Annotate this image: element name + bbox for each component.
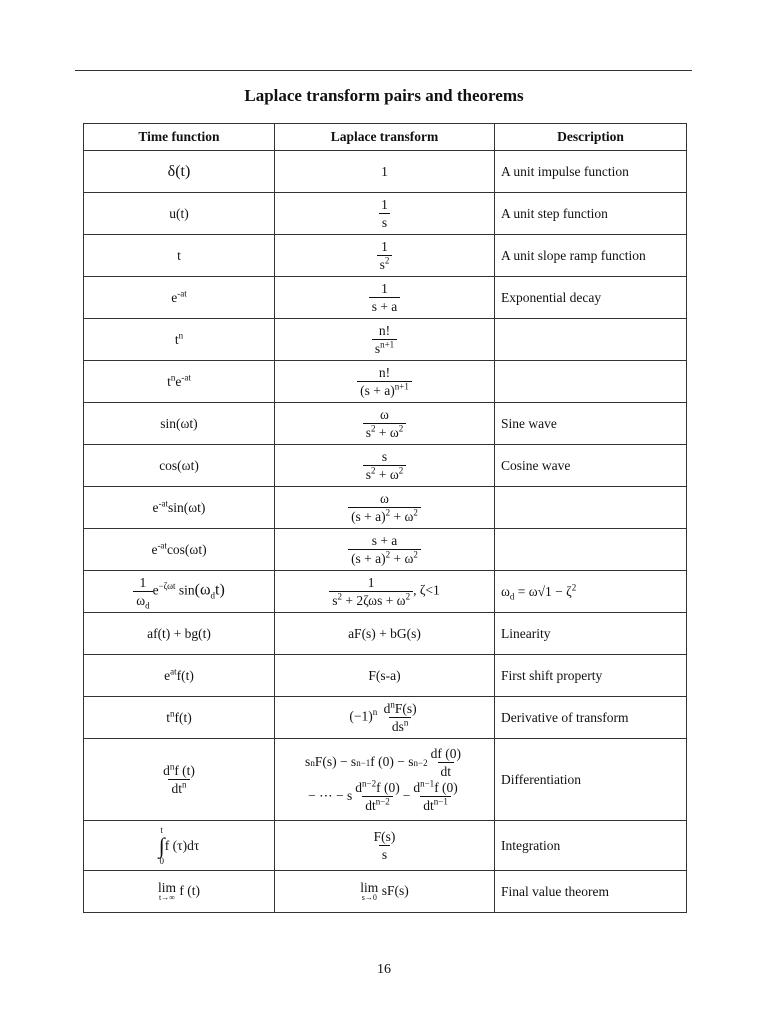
page-number: 16: [377, 962, 391, 977]
description-cell: [495, 487, 687, 529]
description-cell: Integration: [495, 821, 687, 871]
table-row: [84, 151, 687, 193]
table-row: [84, 821, 687, 871]
description-cell: Linearity: [495, 613, 687, 655]
time-cell: $e^{-at}\sin(\omega t)$: [84, 487, 275, 529]
laplace-cell: [275, 403, 495, 445]
fraction: $\frac{F(s)}{s}$: [373, 828, 396, 862]
table-row: [84, 487, 687, 529]
top-rule: [75, 70, 692, 71]
fraction: $\frac{1}{s^2}$: [377, 239, 393, 272]
header-laplace-transform: Laplace transform: [275, 124, 495, 151]
time-cell: $\frac{1}{\omega_d}$ $e^{-\zeta\omega t}$ $\sin(\omega_dt)$: [84, 571, 275, 613]
integral: t ∫ 0 f (τ)dτ: [158, 824, 200, 866]
time-cell: δ(t): [84, 151, 275, 193]
laplace-cell: [275, 361, 495, 403]
time-cell: $t^n$: [84, 319, 275, 361]
table-row: [84, 613, 687, 655]
time-cell: $e^{-at}\cos(\omega t)$: [84, 529, 275, 571]
limit: lim t→∞: [157, 879, 176, 903]
laplace-cell: [275, 235, 495, 277]
fraction: $\frac{\omega}{s^2 + \omega^2}$: [363, 407, 407, 440]
description-cell: [495, 319, 687, 361]
time-cell: cos(ωt): [84, 445, 275, 487]
time-cell: $t^ne^{-at}$: [84, 361, 275, 403]
laplace-cell: $\frac{1}{s^2 + 2\zeta\omega s + \omega^2}$ , ζ<1: [275, 571, 495, 613]
fraction: $\frac{d^nF(s)}{ds^n}$: [383, 699, 417, 734]
time-cell: [84, 739, 275, 821]
laplace-cell: [275, 193, 495, 235]
limit: lim s→0: [360, 879, 379, 903]
laplace-cell: [275, 445, 495, 487]
description-cell: Sine wave: [495, 403, 687, 445]
description-cell: Differentiation: [495, 739, 687, 821]
fraction: $\frac{d^{n-2}f (0)}{dt^{n-2}}$: [355, 778, 400, 813]
table-row: [84, 655, 687, 697]
time-cell: t: [84, 235, 275, 277]
laplace-table: [83, 123, 687, 913]
fraction: $\frac{s}{s^2 + \omega^2}$: [363, 449, 407, 482]
table-row: [84, 871, 687, 913]
description-cell: Derivative of transform: [495, 697, 687, 739]
laplace-cell: [275, 487, 495, 529]
description-cell: A unit slope ramp function: [495, 235, 687, 277]
laplace-cell: F(s-a): [275, 655, 495, 697]
description-cell: A unit step function: [495, 193, 687, 235]
table-row: [84, 277, 687, 319]
laplace-cell: aF(s) + bG(s): [275, 613, 495, 655]
laplace-cell: [275, 277, 495, 319]
description-cell: A unit impulse function: [495, 151, 687, 193]
integral-sign-icon: ∫: [158, 832, 165, 858]
table-header-row: [84, 124, 687, 151]
fraction: $\frac{d^{n-1}f (0)}{dt^{n-1}}$: [413, 778, 458, 813]
fraction: $\frac{df (0)}{dt}$: [430, 746, 461, 780]
table-row: [84, 529, 687, 571]
time-cell: af(t) + bg(t): [84, 613, 275, 655]
description-cell: [495, 529, 687, 571]
table-row: [84, 571, 687, 613]
fraction: $\frac{\omega}{(s + a)^2 + \omega^2}$: [348, 491, 421, 524]
table-row: [84, 445, 687, 487]
fraction: $\frac{s + a}{(s + a)^2 + \omega^2}$: [348, 533, 421, 566]
table-row: [84, 739, 687, 821]
page-title: Laplace transform pairs and theorems: [244, 86, 524, 105]
laplace-cell: lim s→0 sF(s): [275, 871, 495, 913]
laplace-cell: [275, 821, 495, 871]
fraction: $\frac{d^nf (t)}{dt^n}$: [163, 761, 195, 796]
time-cell: sin(ωt): [84, 403, 275, 445]
header-time-function: Time function: [84, 124, 275, 151]
table-row: [84, 403, 687, 445]
description-cell: [495, 361, 687, 403]
table-row: [84, 193, 687, 235]
description-cell: Final value theorem: [495, 871, 687, 913]
time-cell: u(t): [84, 193, 275, 235]
laplace-cell: [275, 529, 495, 571]
description-cell: First shift property: [495, 655, 687, 697]
time-cell: lim t→∞ f (t): [84, 871, 275, 913]
laplace-cell: [275, 739, 495, 821]
multi-line-formula: s n F(s) − s n−1 f (0) − s n−2 $\frac{df (0)}{dt}$ − ⋯ − s $\frac{d^{n-2}f (0)}{dt^{n-2}}$ − $\frac{d^{n-1}f (0)}{dt^{n-1}}$: [305, 746, 464, 812]
table-row: [84, 319, 687, 361]
time-cell: $e^{at}f(t)$: [84, 655, 275, 697]
table-row: [84, 361, 687, 403]
header-description: Description: [495, 124, 687, 151]
fraction: $\frac{1}{s^2 + 2\zeta\omega s + \omega^2}$: [329, 575, 413, 608]
description-cell: Cosine wave: [495, 445, 687, 487]
fraction: $\frac{1}{\omega_d}$: [133, 575, 152, 608]
time-cell: $e^{-at}$: [84, 277, 275, 319]
fraction: $\frac{1}{s + a}$: [369, 281, 401, 314]
time-cell: $t^nf(t)$: [84, 697, 275, 739]
description-cell: Exponential decay: [495, 277, 687, 319]
laplace-cell: 1: [275, 151, 495, 193]
table-row: [84, 697, 687, 739]
fraction: $\frac{1}{s}$: [378, 197, 391, 230]
description-cell: $\omega_d = \omega√1 - \zeta^2$: [495, 571, 687, 613]
time-cell: [84, 821, 275, 871]
table-row: [84, 235, 687, 277]
laplace-cell: $(-1)^n$ $\frac{d^nF(s)}{ds^n}$: [275, 697, 495, 739]
fraction: $\frac{n!}{(s + a)^{n+1}}$: [357, 365, 412, 398]
fraction: $\frac{n!}{s^{n+1}}$: [372, 323, 397, 356]
laplace-cell: [275, 319, 495, 361]
